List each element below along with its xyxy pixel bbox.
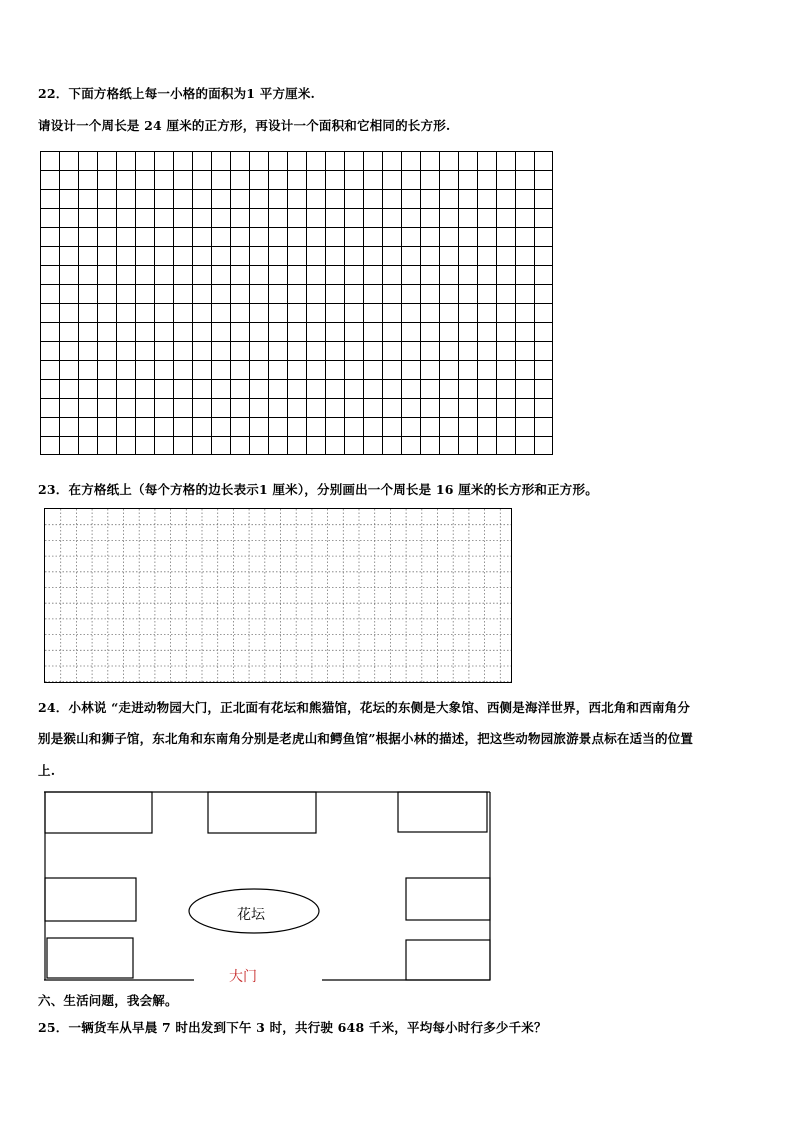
square-grid-paper[interactable]: [40, 151, 553, 455]
box-north[interactable]: [208, 792, 316, 833]
q22-prompt: 22．下面方格纸上每一小格的面积为1 平方厘米.: [38, 86, 316, 101]
box-southwest[interactable]: [47, 938, 133, 978]
q24-prompt-line1: 24．小林说 “走进动物园大门，正北面有花坛和熊猫馆，花坛的东侧是大象馆、西侧是海洋世界，西北角和西南角分: [38, 700, 691, 715]
box-east[interactable]: [406, 878, 490, 920]
dotted-grid-paper[interactable]: [44, 508, 512, 683]
q22-instruction: 请设计一个周长是 24 厘米的正方形，再设计一个面积和它相同的长方形.: [38, 118, 451, 133]
zoo-map: [44, 791, 491, 981]
flower-bed-label: 花坛: [237, 907, 265, 923]
section-6-heading: 六、生活问题，我会解。: [38, 993, 178, 1008]
box-southeast[interactable]: [406, 940, 490, 980]
q24-prompt-line3: 上.: [38, 763, 56, 778]
box-west[interactable]: [45, 878, 136, 921]
box-northeast[interactable]: [398, 792, 487, 832]
box-northwest[interactable]: [45, 792, 152, 833]
q24-prompt-line2: 别是猴山和狮子馆，东北角和东南角分别是老虎山和鳄鱼馆”根据小林的描述，把这些动物园旅游景点标在适当的位置: [38, 731, 694, 746]
q23-prompt: 23．在方格纸上（每个方格的边长表示1 厘米），分别画出一个周长是 16 厘米的长方形和正方形。: [38, 482, 598, 497]
q25-prompt: 25．一辆货车从早晨 7 时出发到下午 3 时，共行驶 648 千米，平均每小时行多少千米？: [38, 1020, 547, 1035]
gate-label: 大门: [229, 969, 257, 985]
